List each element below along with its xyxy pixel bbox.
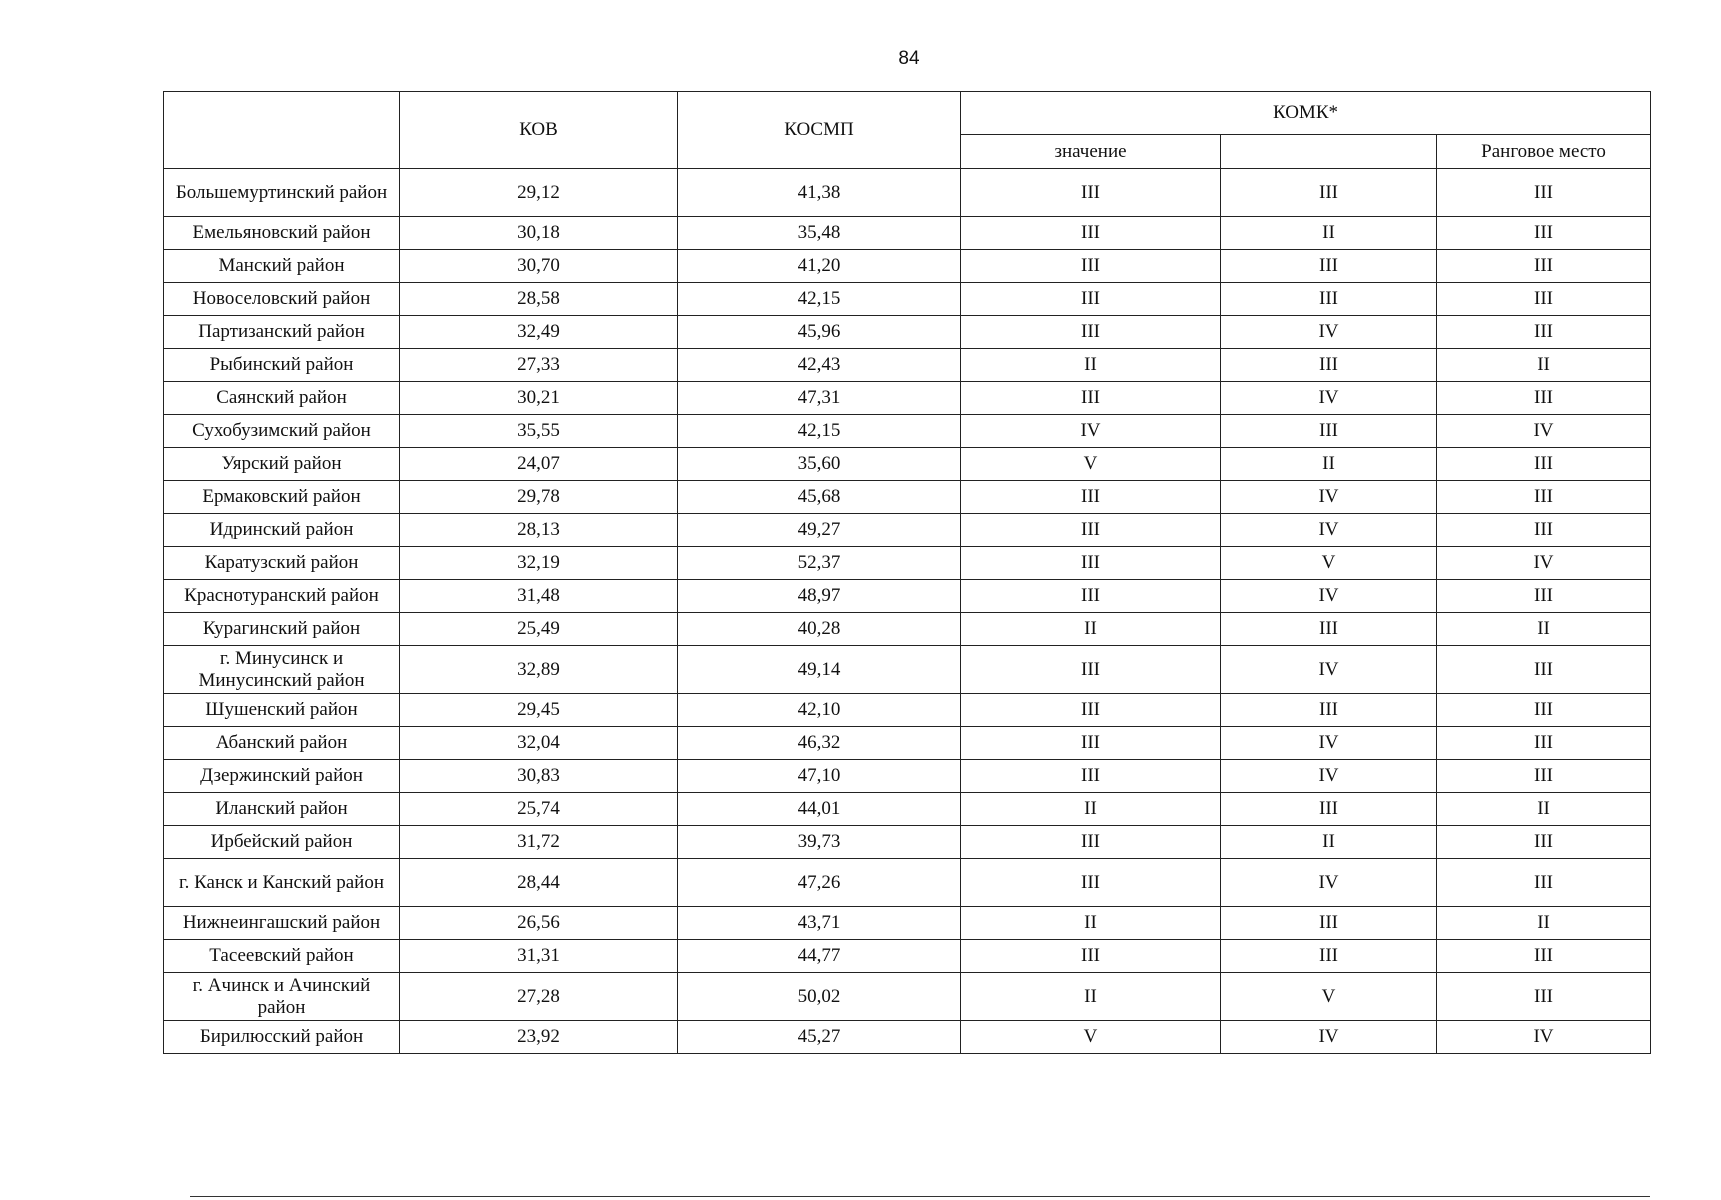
cell-komk-extra: IV (1221, 727, 1437, 760)
cell-district: Абанский район (164, 727, 400, 760)
cell-kosmp: 42,15 (678, 283, 961, 316)
cell-komk-rank: III (1437, 217, 1651, 250)
cell-kov: 32,49 (400, 316, 678, 349)
cell-komk-extra: IV (1221, 859, 1437, 907)
cell-district: Рыбинский район (164, 349, 400, 382)
cell-kosmp: 41,38 (678, 169, 961, 217)
table-row (164, 580, 1651, 613)
table-row (164, 514, 1651, 547)
cell-kov: 30,70 (400, 250, 678, 283)
cell-district: Ирбейский район (164, 826, 400, 859)
cell-kov: 32,89 (400, 646, 678, 694)
cell-kov: 29,45 (400, 694, 678, 727)
cell-komk-rank: IV (1437, 1021, 1651, 1054)
cell-komk-value: III (961, 940, 1221, 973)
cell-komk-extra: IV (1221, 316, 1437, 349)
cell-komk-extra: III (1221, 415, 1437, 448)
table-row (164, 415, 1651, 448)
cell-komk-rank: III (1437, 580, 1651, 613)
cell-komk-rank: II (1437, 613, 1651, 646)
cell-district: Уярский район (164, 448, 400, 481)
cell-komk-value: III (961, 580, 1221, 613)
cell-kov: 31,48 (400, 580, 678, 613)
subheader-value: значение (961, 135, 1221, 169)
subheader-empty (1221, 135, 1437, 169)
cell-komk-extra: IV (1221, 580, 1437, 613)
header-kosmp: КОСМП (678, 92, 961, 169)
cell-komk-value: III (961, 514, 1221, 547)
data-table (163, 91, 1651, 1054)
cell-district: Краснотуранский район (164, 580, 400, 613)
cell-district: г. Канск и Канский район (164, 859, 400, 907)
cell-kov: 28,58 (400, 283, 678, 316)
table-row (164, 382, 1651, 415)
cell-komk-extra: III (1221, 694, 1437, 727)
cell-komk-extra: III (1221, 940, 1437, 973)
cell-kov: 27,28 (400, 973, 678, 1021)
table-row (164, 793, 1651, 826)
cell-kosmp: 41,20 (678, 250, 961, 283)
cell-kov: 25,74 (400, 793, 678, 826)
cell-komk-extra: II (1221, 826, 1437, 859)
cell-kosmp: 35,60 (678, 448, 961, 481)
cell-kov: 30,21 (400, 382, 678, 415)
cell-district: г. Ачинск и Ачинский район (164, 973, 400, 1021)
table-row (164, 646, 1651, 694)
cell-kosmp: 47,26 (678, 859, 961, 907)
cell-komk-rank: III (1437, 514, 1651, 547)
cell-district: Емельяновский район (164, 217, 400, 250)
cell-komk-extra: III (1221, 169, 1437, 217)
cell-komk-value: III (961, 283, 1221, 316)
header-row (164, 92, 1651, 135)
cell-kov: 31,31 (400, 940, 678, 973)
cell-komk-extra: IV (1221, 760, 1437, 793)
cell-komk-rank: II (1437, 907, 1651, 940)
cell-kov: 26,56 (400, 907, 678, 940)
cell-komk-rank: III (1437, 448, 1651, 481)
cell-komk-value: II (961, 613, 1221, 646)
cell-komk-rank: III (1437, 694, 1651, 727)
table-row (164, 349, 1651, 382)
cell-kov: 29,12 (400, 169, 678, 217)
cell-district: Курагинский район (164, 613, 400, 646)
cell-kov: 28,13 (400, 514, 678, 547)
cell-komk-value: III (961, 694, 1221, 727)
cell-komk-rank: III (1437, 973, 1651, 1021)
table-row (164, 283, 1651, 316)
cell-kov: 28,44 (400, 859, 678, 907)
cell-komk-value: III (961, 646, 1221, 694)
table-row (164, 694, 1651, 727)
cell-komk-extra: III (1221, 250, 1437, 283)
cell-district: Дзержинский район (164, 760, 400, 793)
cell-komk-value: III (961, 727, 1221, 760)
table-row (164, 613, 1651, 646)
cell-komk-extra: V (1221, 973, 1437, 1021)
bottom-rule (190, 1196, 1650, 1197)
cell-komk-value: III (961, 859, 1221, 907)
cell-kov: 30,18 (400, 217, 678, 250)
cell-district: Иланский район (164, 793, 400, 826)
cell-komk-extra: IV (1221, 1021, 1437, 1054)
cell-komk-rank: IV (1437, 547, 1651, 580)
table-row (164, 169, 1651, 217)
cell-kosmp: 42,10 (678, 694, 961, 727)
cell-komk-rank: II (1437, 793, 1651, 826)
cell-komk-rank: III (1437, 169, 1651, 217)
cell-komk-value: IV (961, 415, 1221, 448)
cell-kov: 30,83 (400, 760, 678, 793)
cell-kosmp: 43,71 (678, 907, 961, 940)
cell-district: Тасеевский район (164, 940, 400, 973)
cell-komk-extra: IV (1221, 514, 1437, 547)
cell-district: Сухобузимский район (164, 415, 400, 448)
cell-district: Манский район (164, 250, 400, 283)
cell-komk-value: III (961, 382, 1221, 415)
table-row (164, 316, 1651, 349)
cell-komk-rank: III (1437, 481, 1651, 514)
cell-kosmp: 49,27 (678, 514, 961, 547)
table-row (164, 727, 1651, 760)
cell-komk-value: III (961, 250, 1221, 283)
cell-komk-value: II (961, 973, 1221, 1021)
cell-komk-extra: III (1221, 613, 1437, 646)
cell-district: Бирилюсский район (164, 1021, 400, 1054)
cell-kosmp: 42,15 (678, 415, 961, 448)
table-row (164, 973, 1651, 1021)
cell-district: Партизанский район (164, 316, 400, 349)
cell-komk-rank: III (1437, 760, 1651, 793)
cell-komk-rank: III (1437, 316, 1651, 349)
table-row (164, 250, 1651, 283)
cell-kov: 32,19 (400, 547, 678, 580)
cell-komk-rank: IV (1437, 415, 1651, 448)
cell-kosmp: 45,68 (678, 481, 961, 514)
cell-komk-extra: IV (1221, 481, 1437, 514)
cell-komk-rank: III (1437, 940, 1651, 973)
cell-district: г. Минусинск и Минусинский район (164, 646, 400, 694)
subheader-rank: Ранговое место (1437, 135, 1651, 169)
cell-komk-value: III (961, 760, 1221, 793)
cell-komk-value: V (961, 1021, 1221, 1054)
cell-district: Ермаковский район (164, 481, 400, 514)
cell-komk-value: III (961, 169, 1221, 217)
cell-komk-rank: III (1437, 727, 1651, 760)
cell-kosmp: 42,43 (678, 349, 961, 382)
cell-komk-value: III (961, 481, 1221, 514)
cell-komk-rank: III (1437, 382, 1651, 415)
cell-komk-rank: III (1437, 859, 1651, 907)
cell-kosmp: 48,97 (678, 580, 961, 613)
cell-kosmp: 35,48 (678, 217, 961, 250)
cell-kov: 27,33 (400, 349, 678, 382)
cell-district: Каратузский район (164, 547, 400, 580)
table-row (164, 481, 1651, 514)
cell-kov: 29,78 (400, 481, 678, 514)
cell-komk-value: V (961, 448, 1221, 481)
table-row (164, 760, 1651, 793)
table-row (164, 547, 1651, 580)
cell-kosmp: 52,37 (678, 547, 961, 580)
cell-komk-value: III (961, 217, 1221, 250)
table-row (164, 859, 1651, 907)
table-row (164, 940, 1651, 973)
cell-kov: 23,92 (400, 1021, 678, 1054)
cell-kosmp: 39,73 (678, 826, 961, 859)
cell-komk-rank: III (1437, 826, 1651, 859)
table-row (164, 826, 1651, 859)
header-kov: КОВ (400, 92, 678, 169)
cell-komk-rank: II (1437, 349, 1651, 382)
cell-kosmp: 47,10 (678, 760, 961, 793)
header-komk: КОМК* (961, 92, 1651, 135)
page-number: 84 (898, 48, 920, 69)
cell-komk-value: III (961, 547, 1221, 580)
cell-kov: 32,04 (400, 727, 678, 760)
cell-komk-extra: II (1221, 217, 1437, 250)
cell-komk-extra: III (1221, 793, 1437, 826)
cell-komk-rank: III (1437, 250, 1651, 283)
cell-district: Шушенский район (164, 694, 400, 727)
cell-kosmp: 50,02 (678, 973, 961, 1021)
table-row (164, 217, 1651, 250)
cell-komk-rank: III (1437, 283, 1651, 316)
cell-district: Идринский район (164, 514, 400, 547)
cell-komk-value: II (961, 907, 1221, 940)
cell-district: Нижнеингашский район (164, 907, 400, 940)
cell-kov: 24,07 (400, 448, 678, 481)
cell-district: Новоселовский район (164, 283, 400, 316)
table-row (164, 448, 1651, 481)
cell-district: Большемуртинский район (164, 169, 400, 217)
cell-komk-value: II (961, 349, 1221, 382)
cell-komk-extra: III (1221, 283, 1437, 316)
cell-kov: 31,72 (400, 826, 678, 859)
cell-kosmp: 47,31 (678, 382, 961, 415)
cell-kov: 35,55 (400, 415, 678, 448)
cell-kosmp: 44,01 (678, 793, 961, 826)
cell-komk-value: III (961, 826, 1221, 859)
cell-komk-rank: III (1437, 646, 1651, 694)
cell-kosmp: 49,14 (678, 646, 961, 694)
cell-komk-extra: II (1221, 448, 1437, 481)
cell-kosmp: 45,27 (678, 1021, 961, 1054)
cell-kosmp: 45,96 (678, 316, 961, 349)
cell-district: Саянский район (164, 382, 400, 415)
table-body (164, 169, 1651, 1054)
cell-komk-extra: III (1221, 907, 1437, 940)
header-district (164, 92, 400, 169)
cell-kosmp: 46,32 (678, 727, 961, 760)
cell-komk-value: III (961, 316, 1221, 349)
cell-komk-extra: IV (1221, 646, 1437, 694)
table-row (164, 907, 1651, 940)
cell-kosmp: 40,28 (678, 613, 961, 646)
cell-kosmp: 44,77 (678, 940, 961, 973)
cell-komk-value: II (961, 793, 1221, 826)
cell-komk-extra: V (1221, 547, 1437, 580)
cell-komk-extra: IV (1221, 382, 1437, 415)
table-row (164, 1021, 1651, 1054)
cell-kov: 25,49 (400, 613, 678, 646)
cell-komk-extra: III (1221, 349, 1437, 382)
